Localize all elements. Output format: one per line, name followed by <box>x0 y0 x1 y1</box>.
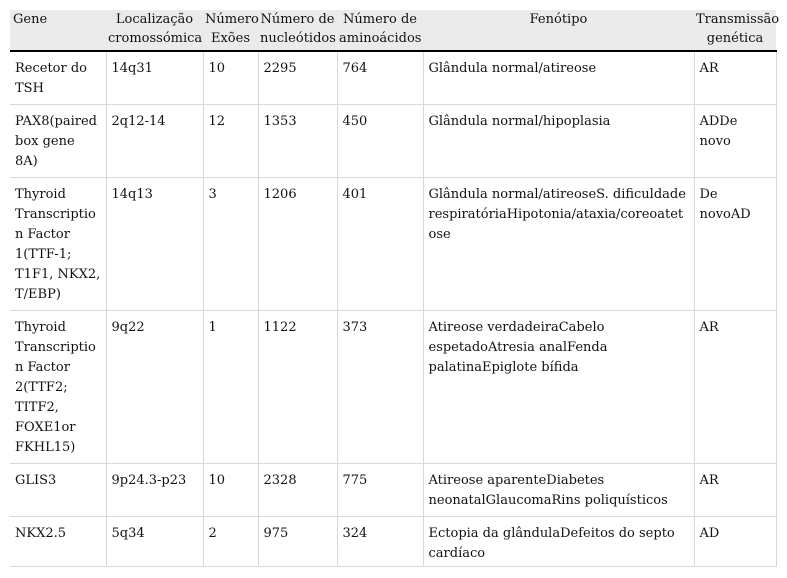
cell-fenotipo: Atireose aparenteDiabetes neonatalGlaucomaRins poliquísticos <box>423 464 694 517</box>
header-nucleotidos: Número de nucleótidos <box>258 10 337 51</box>
gene-table <box>10 10 780 567</box>
header-localizacao: Localização cromossómica <box>106 10 203 51</box>
cell-exoes: 2 <box>203 517 258 567</box>
cell-nucleotidos: 1353 <box>258 105 337 178</box>
cell-gene: NKX2.5 <box>10 517 106 567</box>
cell-localizacao: 2q12-14 <box>106 105 203 178</box>
cell-localizacao: 14q31 <box>106 51 203 105</box>
cell-aminoacidos: 775 <box>337 464 423 517</box>
cell-gene: PAX8(paired box gene 8A) <box>10 105 106 178</box>
cell-gene: Recetor do TSH <box>10 51 106 105</box>
cell-nucleotidos: 1122 <box>258 311 337 464</box>
header-transmissao: Transmissão genética <box>694 10 776 51</box>
cell-localizacao: 9q22 <box>106 311 203 464</box>
cell-transmissao: AD <box>694 517 776 567</box>
cell-localizacao: 14q13 <box>106 178 203 311</box>
cell-transmissao: AR <box>694 311 776 464</box>
cell-fenotipo: Ectopia da glândulaDefeitos do septo cardíaco <box>423 517 694 567</box>
table-row <box>10 51 776 105</box>
cell-aminoacidos: 324 <box>337 517 423 567</box>
cell-transmissao: AR <box>694 51 776 105</box>
header-numero-exoes: Número Exões <box>203 10 258 51</box>
cell-nucleotidos: 975 <box>258 517 337 567</box>
cell-fenotipo: Glândula normal/hipoplasia <box>423 105 694 178</box>
cell-nucleotidos: 2295 <box>258 51 337 105</box>
table-row <box>10 178 776 311</box>
cell-fenotipo: Atireose verdadeiraCabelo espetadoAtresia analFenda palatinaEpiglote bífida <box>423 311 694 464</box>
cell-gene: Thyroid Transcription Factor 2(TTF2; TITF2, FOXE1or FKHL15) <box>10 311 106 464</box>
cell-exoes: 10 <box>203 51 258 105</box>
cell-fenotipo: Glândula normal/atireose <box>423 51 694 105</box>
cell-exoes: 1 <box>203 311 258 464</box>
table-row <box>10 105 776 178</box>
header-gene: Gene <box>10 10 106 51</box>
cell-gene: GLIS3 <box>10 464 106 517</box>
cell-exoes: 3 <box>203 178 258 311</box>
table-row <box>10 517 776 567</box>
cell-transmissao: AR <box>694 464 776 517</box>
table-row <box>10 464 776 517</box>
cell-localizacao: 5q34 <box>106 517 203 567</box>
cell-aminoacidos: 401 <box>337 178 423 311</box>
header-aminoacidos: Número de aminoácidos <box>337 10 423 51</box>
cell-gene: Thyroid Transcription Factor 1(TTF-1; T1F1, NKX2, T/EBP) <box>10 178 106 311</box>
header-row <box>10 10 776 51</box>
cell-localizacao: 9p24.3-p23 <box>106 464 203 517</box>
cell-aminoacidos: 373 <box>337 311 423 464</box>
cell-exoes: 10 <box>203 464 258 517</box>
table-row <box>10 311 776 464</box>
cell-nucleotidos: 1206 <box>258 178 337 311</box>
cell-aminoacidos: 450 <box>337 105 423 178</box>
cell-transmissao: ADDe novo <box>694 105 776 178</box>
cell-nucleotidos: 2328 <box>258 464 337 517</box>
header-fenotipo: Fenótipo <box>423 10 694 51</box>
cell-exoes: 12 <box>203 105 258 178</box>
cell-transmissao: De novoAD <box>694 178 776 311</box>
cell-aminoacidos: 764 <box>337 51 423 105</box>
cell-fenotipo: Glândula normal/atireoseS. dificuldade respiratóriaHipotonia/ataxia/coreoatetose <box>423 178 694 311</box>
